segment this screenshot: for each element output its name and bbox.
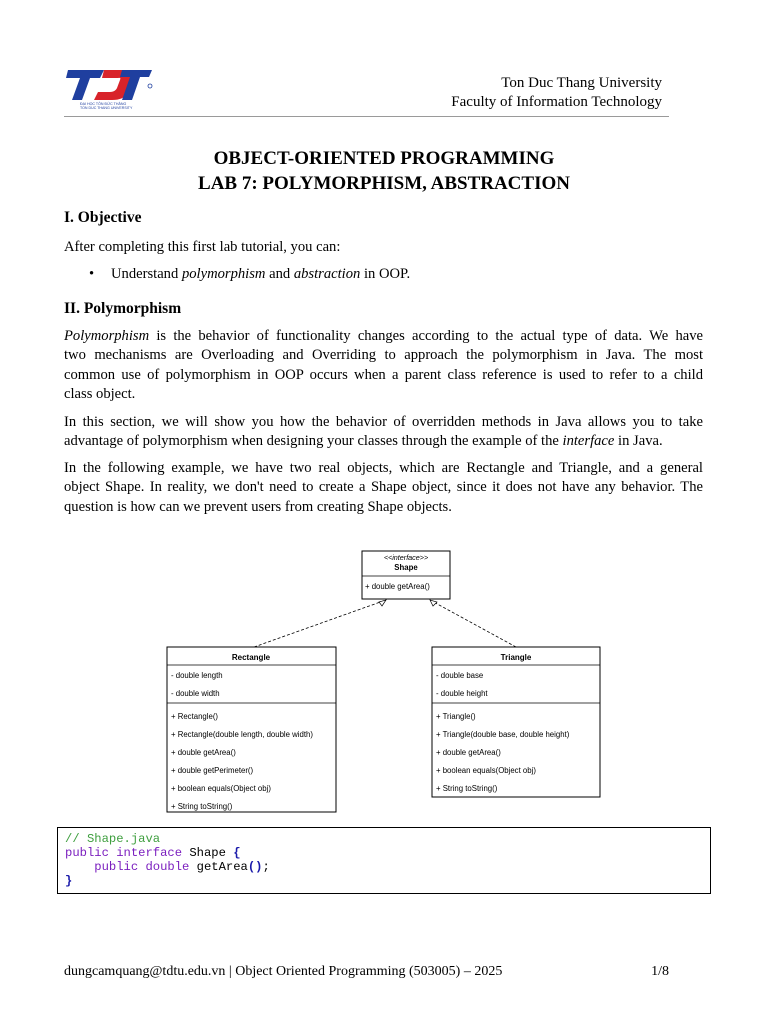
triangle-method: + String toString(): [436, 784, 498, 793]
triangle-method: + double getArea(): [436, 748, 501, 757]
code-open-brace: {: [233, 846, 241, 860]
triangle-realization-line: [430, 600, 516, 647]
title-line-2: LAB 7: POLYMORPHISM, ABSTRACTION: [198, 173, 570, 194]
university-block: [451, 74, 662, 112]
rectangle-field-width: - double width: [171, 689, 220, 698]
faculty-name: Faculty of Information Technology: [451, 94, 662, 110]
objective-bullet: [111, 266, 410, 283]
rectangle-method: + Rectangle(): [171, 712, 219, 721]
code-line-3: [65, 860, 710, 874]
uml-class-diagram: [0, 540, 768, 815]
p2-line-2-pre: advantage of polymorphism when designing your classes through the example of the: [64, 433, 563, 450]
p1-line-2: two mechanisms are Overloading and Overriding to approach the polymorphism in Java. The most: [64, 347, 703, 364]
triangle-method: + Triangle(double base, double height): [436, 730, 570, 739]
uml-rectangle-class: [167, 647, 336, 812]
bullet-em-polymorphism: polymorphism: [181, 266, 266, 282]
code-line-1: [65, 832, 710, 846]
header-divider: [64, 116, 669, 117]
shape-stereotype: <<interface>>: [383, 553, 429, 562]
bullet-post: in OOP.: [360, 266, 411, 282]
rectangle-method: + double getArea(): [171, 748, 236, 757]
shape-method: + double getArea(): [365, 582, 430, 591]
code-parens: (): [247, 860, 263, 874]
bullet-dot: •: [89, 266, 95, 282]
objective-heading: I. Objective: [64, 209, 142, 226]
code-method-name: getArea: [189, 860, 248, 874]
page-number: 1/8: [651, 964, 669, 979]
p1-line-1: is the behavior of functionality changes according to the actual type of data. We have: [149, 328, 703, 344]
code-comment: // Shape.java: [65, 832, 161, 846]
rectangle-method: + String toString(): [171, 802, 233, 811]
logo-subtext-2: TON DUC THANG UNIVERSITY: [80, 106, 133, 110]
triangle-method: + Triangle(): [436, 712, 476, 721]
rectangle-class-name: Rectangle: [231, 653, 271, 662]
p3-line-2: object Shape. In reality, we don't need to create a Shape object, since it does not have any behavior. The: [64, 479, 703, 496]
polymorphism-paragraph-2: [64, 413, 703, 452]
code-line-2: [65, 846, 710, 860]
triangle-method: + boolean equals(Object obj): [436, 766, 536, 775]
polymorphism-paragraph-1: [64, 327, 703, 405]
p1-em: Polymorphism: [64, 328, 150, 344]
rectangle-method: + boolean equals(Object obj): [171, 784, 271, 793]
triangle-arrowhead: [430, 600, 437, 606]
university-name: Ton Duc Thang University: [501, 75, 662, 91]
triangle-class-name: Triangle: [500, 653, 532, 662]
code-semicolon: ;: [262, 860, 270, 874]
p2-line-2-post: in Java.: [614, 433, 663, 450]
objective-intro: After completing this first lab tutorial, you can:: [64, 239, 341, 255]
logo-subtext-1: ĐẠI HỌC TÔN ĐỨC THẮNG: [80, 102, 127, 106]
code-close-brace: }: [65, 874, 73, 888]
p2-line-1: In this section, we will show you how the behavior of overridden methods in Java allows you to take: [64, 414, 703, 430]
p3-line-3: question is how can we prevent users from creating Shape objects.: [64, 498, 452, 515]
title-line-1: OBJECT-ORIENTED PROGRAMMING: [213, 148, 555, 169]
rectangle-method: + Rectangle(double length, double width): [171, 730, 313, 739]
triangle-field-height: - double height: [436, 689, 488, 698]
p1-line-3: common use of polymorphism in OOP occurs when a parent class reference is used to refer to a child: [64, 366, 703, 383]
logo-mark: [66, 70, 152, 100]
page-title: [64, 146, 704, 196]
p1-line-4: class object.: [64, 386, 136, 403]
rectangle-field-length: - double length: [171, 671, 223, 680]
polymorphism-heading: II. Polymorphism: [64, 300, 182, 317]
rectangle-arrowhead: [379, 600, 386, 606]
rectangle-realization-line: [254, 600, 386, 647]
uml-triangle-class: [432, 647, 600, 797]
triangle-field-base: - double base: [436, 671, 484, 680]
bullet-pre: Understand: [111, 266, 182, 282]
code-keyword: public double: [94, 860, 190, 874]
university-logo: [64, 64, 154, 112]
bullet-mid: and: [265, 266, 294, 282]
code-line-4: [65, 874, 710, 888]
code-block-shape-java: [57, 827, 711, 894]
rectangle-method: + double getPerimeter(): [171, 766, 254, 775]
shape-class-name: Shape: [394, 563, 418, 572]
code-indent: [65, 860, 94, 874]
footer-text: dungcamquang@tdtu.edu.vn | Object Oriented Programming (503005) – 2025: [64, 964, 503, 979]
bullet-em-abstraction: abstraction: [293, 266, 361, 282]
code-identifier: Shape: [182, 846, 234, 860]
code-keyword: public interface: [65, 846, 183, 860]
polymorphism-paragraph-3: [64, 459, 703, 517]
p3-line-1: In the following example, we have two real objects, which are Rectangle and Triangle, and a general: [64, 460, 703, 476]
p2-em-interface: interface: [562, 433, 615, 450]
uml-shape-interface: [362, 551, 450, 599]
